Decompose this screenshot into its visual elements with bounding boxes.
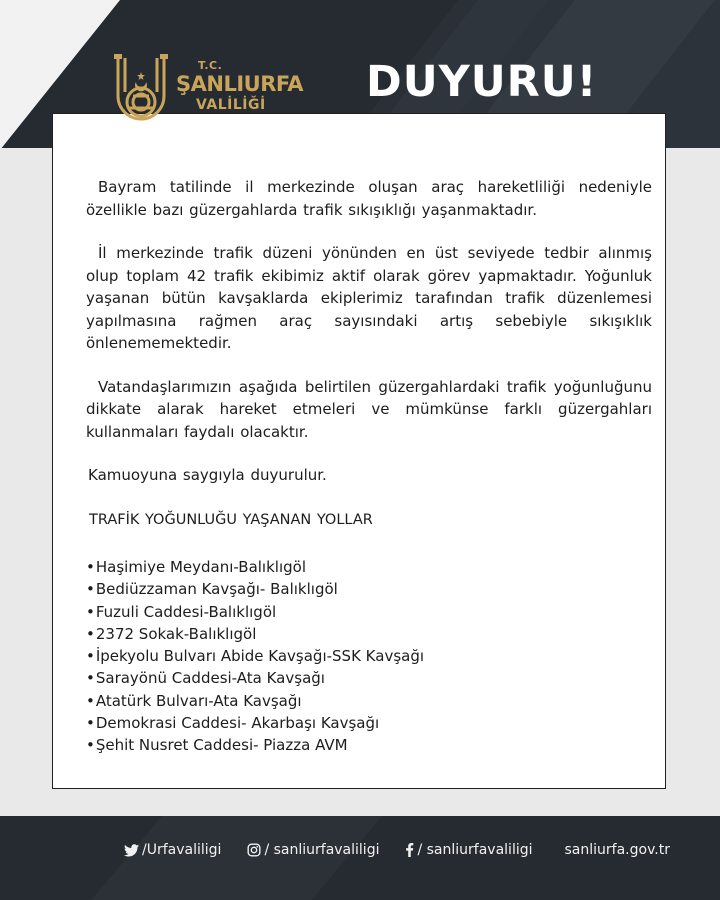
logo-tc: T.C. <box>198 59 223 72</box>
list-item: • Şehit Nusret Caddesi- Piazza AVM <box>86 734 652 756</box>
announcement-line: Kamuoyuna saygıyla duyurulur. <box>88 466 327 484</box>
list-item: • Fuzuli Caddesi-Balıklıgöl <box>86 601 652 623</box>
instagram-link[interactable] <box>247 842 379 858</box>
list-item: • Haşimiye Meydanı-Balıklıgöl <box>86 556 652 578</box>
emblem-icon <box>110 52 172 126</box>
list-item: • Bediüzzaman Kavşağı- Balıklıgöl <box>86 578 652 600</box>
page-title: DUYURU! <box>366 57 598 107</box>
announcement-body <box>86 176 652 757</box>
twitter-handle: /Urfavaliligi <box>142 842 222 858</box>
list-item: • 2372 Sokak-Balıklıgöl <box>86 623 652 645</box>
paragraph-1: Bayram tatilinde il merkezinde oluşan araç hareketliliği nedeniyle özellikle bazı güzergahlarda trafik sıkışıklığı yaşanmaktadır. <box>86 178 652 219</box>
paragraph-2: İl merkezinde trafik düzeni yönünden en üst seviyede tedbir alınmış olup toplam 42 trafik ekibimiz aktif olarak görev yapmaktadır. Yoğunluk yaşanan bütün kavşaklarda ekiplerimiz tarafından trafik düzenlemesi yapılmasına rağmen araç sayısındaki artış sebebiyle sıkışıklık önlenememektedir. <box>86 244 652 352</box>
logo-office: VALİLİĞİ <box>196 97 266 113</box>
instagram-handle: / sanliurfavaliligi <box>264 842 380 858</box>
section-title: TRAFİK YOĞUNLUĞU YAŞANAN YOLLAR <box>89 511 373 528</box>
facebook-icon <box>405 843 414 857</box>
footer <box>0 816 720 900</box>
list-item: • Demokrasi Caddesi- Akarbaşı Kavşağı <box>86 712 652 734</box>
list-item: • Sarayönü Caddesi-Ata Kavşağı <box>86 667 652 689</box>
website-link[interactable] <box>565 842 670 858</box>
twitter-icon <box>124 844 139 857</box>
list-item: • İpekyolu Bulvarı Abide Kavşağı-SSK Kavşağı <box>86 645 652 667</box>
list-item: • Atatürk Bulvarı-Ata Kavşağı <box>86 690 652 712</box>
twitter-link[interactable] <box>124 842 221 858</box>
facebook-handle: / sanliurfavaliligi <box>417 842 533 858</box>
logo-city: ŞANLIURFA <box>176 72 304 96</box>
governorship-logo <box>110 52 304 128</box>
social-links <box>124 842 670 858</box>
website-url: sanliurfa.gov.tr <box>564 842 670 858</box>
road-list <box>86 556 652 757</box>
facebook-link[interactable] <box>405 842 532 858</box>
instagram-icon <box>247 843 261 857</box>
paragraph-3: Vatandaşlarımızın aşağıda belirtilen güzergahlardaki trafik yoğunluğunu dikkate alarak hareket etmeleri ve mümkünse farklı güzergahları kullanmaları faydalı olacaktır. <box>86 377 652 441</box>
